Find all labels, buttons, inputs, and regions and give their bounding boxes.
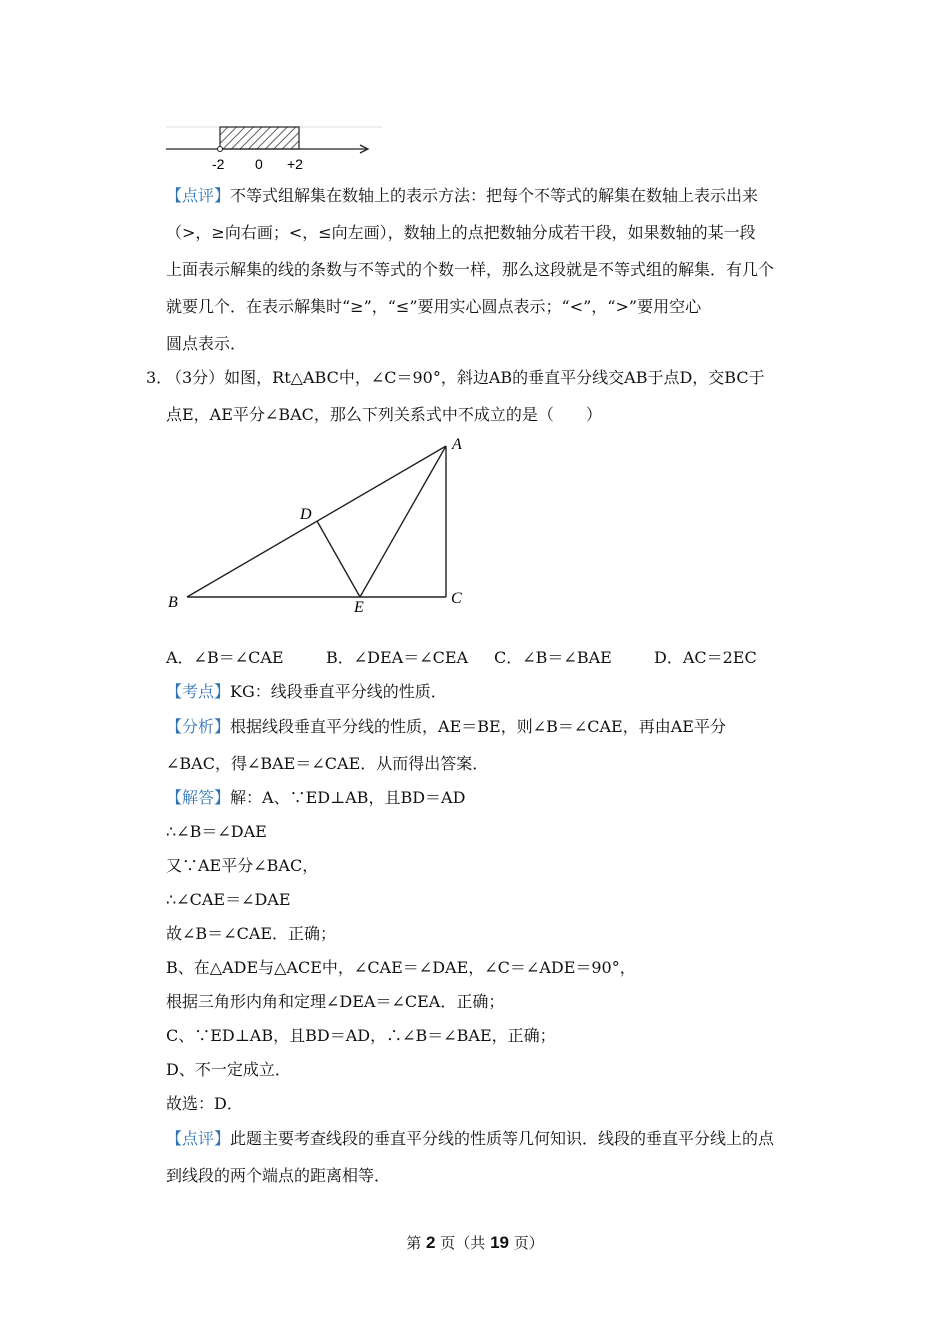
review1-line-4: 就要几个．在表示解集时“≥”，“≤”要用实心圆点表示；“<”，“>”要用空心 — [166, 297, 702, 316]
vertex-label-D: D — [300, 506, 312, 523]
open-endpoint-icon — [218, 147, 223, 152]
fenxi-tag: 【分析】 — [166, 717, 231, 736]
choice-a: A．∠B＝∠CAE — [166, 648, 284, 667]
fenxi-line-1: 【分析】根据线段垂直平分线的性质，AE＝BE，则∠B＝∠CAE，再由AE平分 — [166, 717, 726, 736]
question-text-line-2: 点E，AE平分∠BAC，那么下列关系式中不成立的是（ ） — [166, 405, 602, 424]
current-page-number: 2 — [426, 1233, 436, 1252]
jieda-line-10: 故选：D． — [166, 1094, 243, 1113]
tick-label-neg2: -2 — [212, 156, 225, 172]
jieda-line-3: 又∵AE平分∠BAC， — [166, 856, 319, 875]
review1-line-2: （>，≥向右画；<，≤向左画），数轴上的点把数轴分成若干段，如果数轴的某一段 — [166, 223, 756, 242]
segment-AE — [360, 446, 446, 597]
review2-line-2: 到线段的两个端点的距离相等． — [166, 1166, 391, 1185]
tick-label-0: 0 — [255, 156, 263, 172]
kaodian-line: 【考点】KG：线段垂直平分线的性质． — [166, 682, 447, 701]
choice-b: B．∠DEA＝∠CEA — [326, 648, 469, 667]
question-text-line-1: （3分）如图，Rt△ABC中，∠C＝90°，斜边AB的垂直平分线交AB于点D，交BC于 — [166, 368, 765, 387]
fenxi-line-2: ∠BAC，得∠BAE＝∠CAE．从而得出答案． — [166, 754, 489, 773]
tick-label-pos2: +2 — [287, 156, 303, 172]
vertex-label-E: E — [354, 599, 364, 616]
page-footer: 第 2 页（共 19 页） — [406, 1233, 544, 1252]
review2-tag: 【点评】 — [166, 1129, 231, 1148]
jieda-line-4: ∴∠CAE＝∠DAE — [166, 890, 291, 909]
choice-c: C．∠B＝∠BAE — [494, 648, 612, 667]
jieda-line-7: 根据三角形内角和定理∠DEA＝∠CEA．正确； — [166, 992, 505, 1011]
number-line-figure — [160, 118, 390, 176]
segment-DE — [317, 521, 360, 597]
jieda-line-1: 【解答】解：A、∵ED⊥AB，且BD＝AD — [166, 788, 466, 807]
vertex-label-C: C — [451, 590, 462, 607]
review2-line-1: 【点评】此题主要考查线段的垂直平分线的性质等几何知识．线段的垂直平分线上的点 — [166, 1129, 775, 1148]
vertex-label-B: B — [168, 594, 178, 611]
jieda-line-8: C、∵ED⊥AB，且BD＝AD，∴∠B＝∠BAE，正确； — [166, 1026, 556, 1045]
solution-interval — [220, 127, 299, 149]
jieda-line-6: B、在△ADE与△ACE中，∠CAE＝∠DAE，∠C＝∠ADE＝90°， — [166, 958, 636, 977]
choice-d: D．AC＝2EC — [654, 648, 757, 667]
jieda-line-9: D、不一定成立． — [166, 1060, 291, 1079]
vertex-label-A: A — [452, 436, 462, 453]
triangle-figure — [160, 430, 480, 620]
jieda-line-5: 故∠B＝∠CAE．正确； — [166, 924, 337, 943]
jieda-line-2: ∴∠B＝∠DAE — [166, 822, 267, 841]
review1-line-3: 上面表示解集的线的条数与不等式的个数一样，那么这段就是不等式组的解集．有几个 — [166, 260, 775, 279]
jieda-tag: 【解答】 — [166, 788, 231, 807]
review1-line-5: 圆点表示． — [166, 334, 247, 353]
review-tag: 【点评】 — [166, 186, 231, 205]
kaodian-tag: 【考点】 — [166, 682, 231, 701]
total-page-count: 19 — [490, 1233, 509, 1252]
question-number: 3． — [146, 368, 173, 387]
review1-line-1: 【点评】不等式组解集在数轴上的表示方法：把每个不等式的解集在数轴上表示出来 — [166, 186, 759, 205]
